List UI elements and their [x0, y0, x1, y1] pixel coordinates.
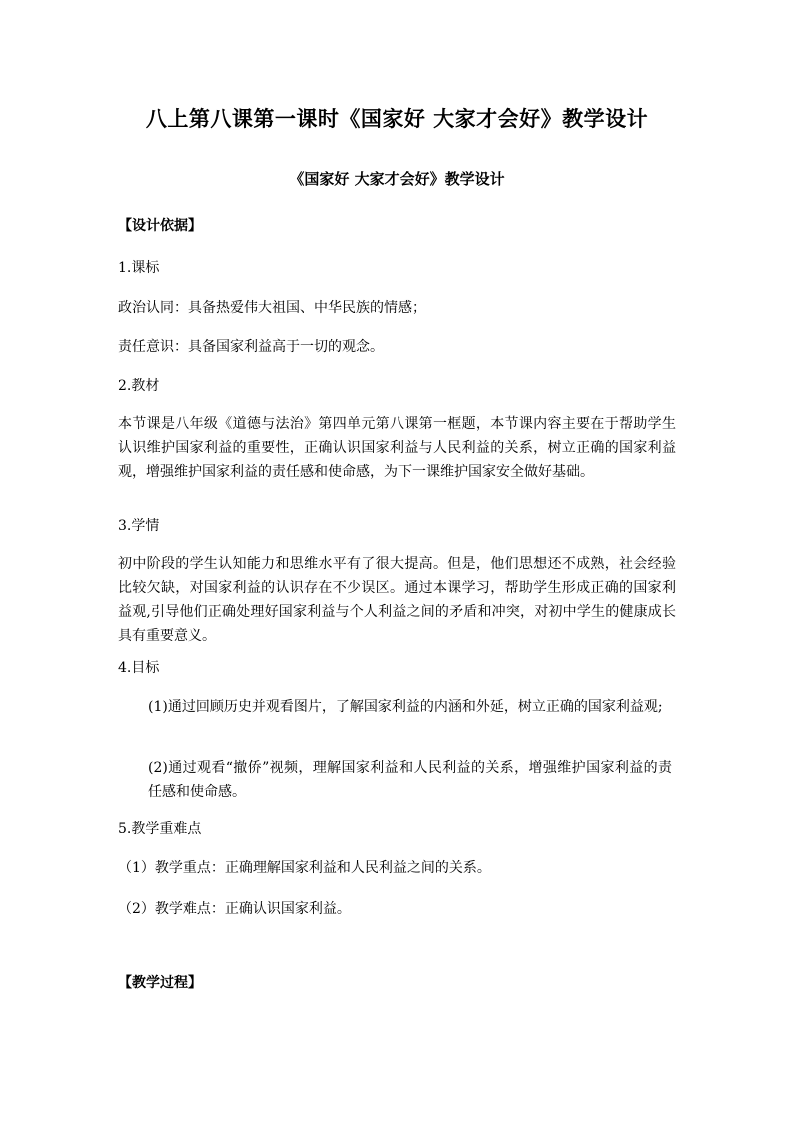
section-4-heading: 4.目标 [118, 660, 160, 676]
section-2-heading: 2.教材 [118, 378, 160, 394]
section-4-item-1: (1)通过回顾历史并观看图片，了解国家利益的内涵和外延，树立正确的国家利益观; [148, 699, 663, 715]
document-subtitle: 《国家好 大家才会好》教学设计 [289, 170, 505, 188]
section-1-line-2: 责任意识：具备国家利益高于一切的观念。 [118, 339, 384, 355]
section-1-line-1: 政治认同：具备热爱伟大祖国、中华民族的情感； [118, 300, 426, 316]
section-4-item-2: (2)通过观看“撤侨”视频，理解国家利益和人民利益的关系，增强维护国家利益的责任感和使命感。 [148, 760, 672, 800]
section-3-heading: 3.学情 [118, 518, 160, 534]
section-5-item-1: （1）教学重点：正确理解国家利益和人民利益之间的关系。 [118, 860, 491, 876]
teaching-process-heading: 【教学过程】 [118, 975, 202, 991]
document-title: 八上第八课第一课时《国家好 大家才会好》教学设计 [145, 107, 649, 131]
section-3-paragraph: 初中阶段的学生认知能力和思维水平有了很大提高。但是，他们思想还不成熟，社会经验比较欠缺，对国家利益的认识存在不少误区。通过本课学习，帮助学生形成正确的国家利益观,引导他们正确处理好国家利益与个人利益之间的矛盾和冲突，对初中学生的健康成长具有重要意义。 [118, 556, 676, 644]
section-5-item-2: （2）教学难点：正确认识国家利益。 [118, 901, 351, 917]
section-1-heading: 1.课标 [118, 260, 160, 276]
section-5-heading: 5.教学重难点 [118, 821, 202, 837]
design-basis-heading: 【设计依据】 [118, 218, 202, 234]
section-2-paragraph: 本节课是八年级《道德与法治》第四单元第八课第一框题，本节课内容主要在于帮助学生认识维护国家利益的重要性，正确认识国家利益与人民利益的关系，树立正确的国家利益观，增强维护国家利益的责任感和使命感，为下一课维护国家安全做好基础。 [118, 416, 676, 480]
